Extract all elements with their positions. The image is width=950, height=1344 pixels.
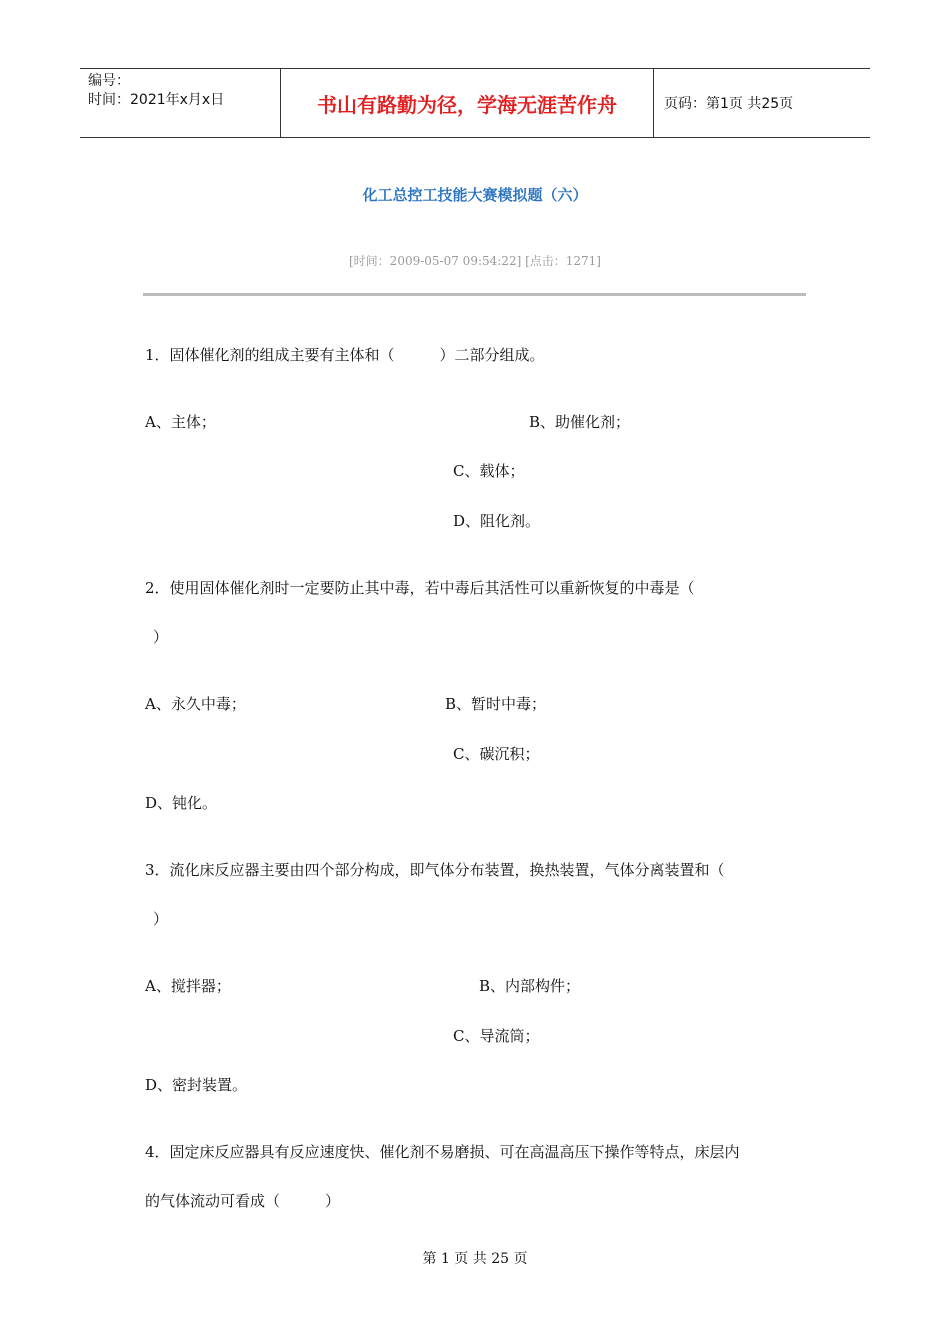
article-title: 化工总控工技能大赛模拟题（六） <box>362 186 588 204</box>
divider <box>143 293 806 296</box>
question-1-option-a: A、主体； <box>145 413 216 431</box>
question-1-option-b: B、助催化剂； <box>529 413 631 431</box>
question-2-stem-cont: ） <box>153 628 169 646</box>
question-2-option-c: C、碳沉积； <box>453 745 540 763</box>
question-1-option-c: C、载体； <box>453 462 525 480</box>
question-3-option-b: B、内部构件； <box>479 977 581 995</box>
question-2-option-a: A、永久中毒； <box>145 695 246 713</box>
header-left-cell <box>80 69 281 137</box>
question-4-stem-cont: 的气体流动可看成（ ） <box>145 1192 341 1210</box>
question-1-stem: 1．固体催化剂的组成主要有主体和（ ）二部分组成。 <box>145 346 545 364</box>
article-meta: [时间：2009-05-07 09:54:22] [点击：1271] <box>349 254 601 268</box>
question-2-option-b: B、暂时中毒； <box>445 695 547 713</box>
question-3-option-c: C、导流筒； <box>453 1027 540 1045</box>
page-footer: 第 1 页 共 25 页 <box>422 1251 528 1267</box>
question-3-option-a: A、搅拌器； <box>145 977 231 995</box>
question-1-option-d: D、阻化剂。 <box>453 512 541 530</box>
question-4-stem: 4．固定床反应器具有反应速度快、催化剂不易磨损、可在高温高压下操作等特点，床层内 <box>145 1143 740 1161</box>
question-3-stem-cont: ） <box>153 910 169 928</box>
question-3-stem: 3．流化床反应器主要由四个部分构成，即气体分布装置，换热装置，气体分离装置和（ <box>145 861 725 879</box>
motto: 书山有路勤为径，学海无涯苦作舟 <box>281 69 654 137</box>
document-header <box>80 68 870 138</box>
page-info: 页码：第1页 共25页 <box>664 96 794 112</box>
number-label: 编号： <box>88 73 130 89</box>
question-2-stem: 2．使用固体催化剂时一定要防止其中毒，若中毒后其活性可以重新恢复的中毒是（ <box>145 579 695 597</box>
question-2-option-d: D、钝化。 <box>145 794 218 812</box>
time-label: 时间：2021年x月x日 <box>88 92 225 108</box>
question-3-option-d: D、密封装置。 <box>145 1076 248 1094</box>
